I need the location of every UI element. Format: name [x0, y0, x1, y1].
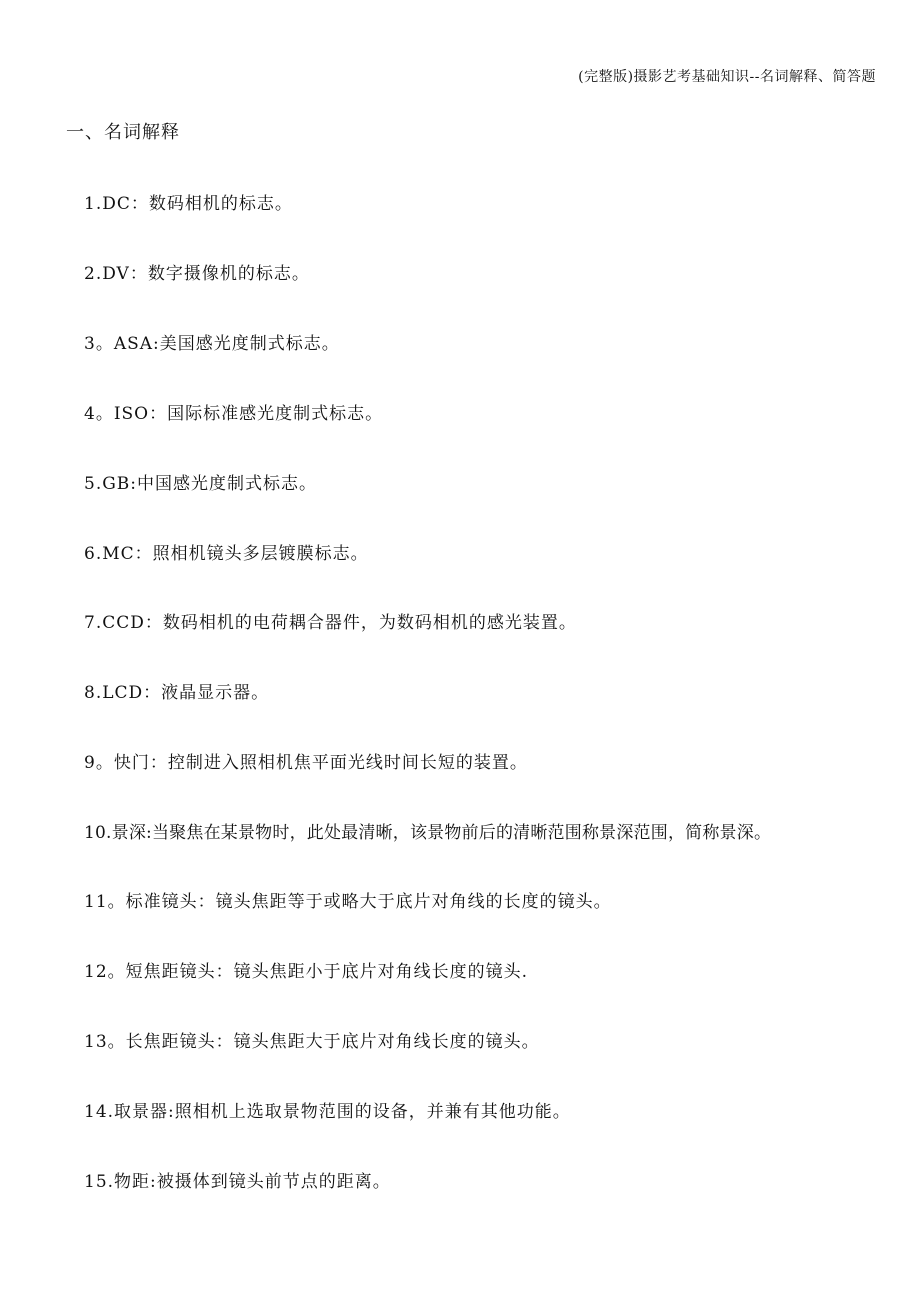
- section-title: 一、名词解释: [66, 122, 180, 143]
- term-item: 6.MC：照相机镜头多层镀膜标志。: [84, 544, 369, 564]
- term-item: 1.DC：数码相机的标志。: [84, 194, 293, 214]
- term-item: 15.物距:被摄体到镜头前节点的距离。: [84, 1172, 391, 1192]
- term-item: 12。短焦距镜头：镜头焦距小于底片对角线长度的镜头.: [84, 962, 529, 982]
- term-item: 11。标准镜头：镜头焦距等于或略大于底片对角线的长度的镜头。: [84, 892, 612, 912]
- term-item: 2.DV：数字摄像机的标志。: [84, 264, 310, 284]
- term-item: 7.CCD：数码相机的电荷耦合器件，为数码相机的感光装置。: [84, 613, 577, 633]
- term-item: 3。ASA:美国感光度制式标志。: [84, 334, 340, 354]
- term-item: 4。ISO：国际标准感光度制式标志。: [84, 404, 384, 424]
- term-item: 10.景深:当聚焦在某景物时，此处最清晰，该景物前后的清晰范围称景深范围，简称景深。: [84, 823, 772, 843]
- term-item: 13。长焦距镜头：镜头焦距大于底片对角线长度的镜头。: [84, 1032, 540, 1052]
- term-item: 9。快门：控制进入照相机焦平面光线时间长短的装置。: [84, 753, 528, 773]
- term-item: 5.GB:中国感光度制式标志。: [84, 474, 318, 494]
- running-header: (完整版)摄影艺考基础知识--名词解释、简答题: [578, 69, 876, 85]
- term-item: 14.取景器:照相机上选取景物范围的设备，并兼有其他功能。: [84, 1102, 571, 1122]
- term-item: 8.LCD：液晶显示器。: [84, 683, 270, 703]
